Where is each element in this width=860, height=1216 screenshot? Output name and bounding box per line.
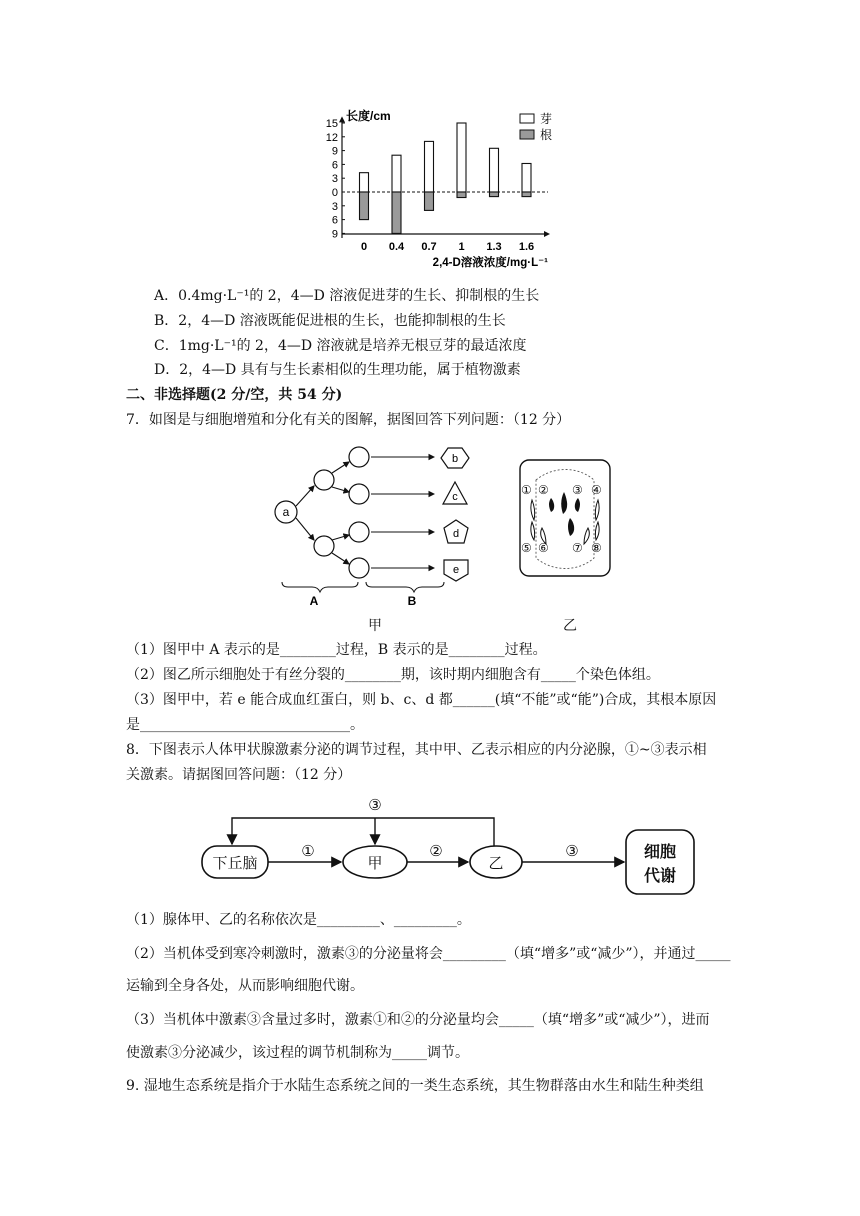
x-tick-label: 0 bbox=[360, 241, 368, 253]
chromosome-1-label: ① bbox=[521, 483, 532, 497]
cell-a-label: a bbox=[282, 505, 290, 519]
y-tick-label: 3 bbox=[331, 173, 338, 186]
cell-b-label: b bbox=[451, 453, 459, 465]
y-tick-label: 9 bbox=[331, 228, 338, 241]
bar-root bbox=[490, 192, 499, 197]
q7-sub2: （2）图乙所示细胞处于有丝分裂的________期，该时期内细胞含有_____个染色体组。 bbox=[126, 667, 660, 683]
bar-root bbox=[457, 192, 466, 198]
legend-label: 根 bbox=[540, 128, 553, 142]
q7-stem: 7．如图是与细胞增殖和分化有关的图解，据图回答下列问题：（12 分） bbox=[126, 412, 571, 428]
x-tick-label: 0.4 bbox=[388, 241, 405, 253]
figure-label-yi: 乙 bbox=[563, 618, 577, 634]
hormone-regulation-diagram bbox=[196, 790, 716, 906]
hormone-3-feedback-label: ③ bbox=[368, 797, 382, 814]
y-tick-label: 15 bbox=[325, 118, 338, 130]
cell-l3-3 bbox=[349, 522, 369, 542]
y-tick-label: 12 bbox=[325, 131, 338, 144]
hormone-2-label: ② bbox=[429, 843, 443, 860]
y-axis-arrow bbox=[339, 116, 345, 122]
y-axis-title: 长度/cm bbox=[346, 109, 391, 123]
cell-d-label: d bbox=[452, 528, 460, 540]
y-tick-label: 9 bbox=[331, 145, 338, 158]
bar-bud bbox=[457, 123, 466, 192]
option-c: C．1mg·L⁻¹的 2，4—D 溶液就是培养无根豆芽的最适浓度 bbox=[154, 338, 527, 354]
stage-A-label: A bbox=[309, 594, 319, 608]
stage-B-label: B bbox=[407, 594, 417, 608]
chromosome-4-label: ④ bbox=[591, 483, 602, 497]
q8-stem-a: 8．下图表示人体甲状腺激素分泌的调节过程，其中甲、乙表示相应的内分泌腺，①~③表示相 bbox=[126, 742, 707, 758]
y-tick-label: 3 bbox=[331, 200, 338, 213]
option-a: A．0.4mg·L⁻¹的 2，4—D 溶液促进芽的生长、抑制根的生长 bbox=[154, 288, 540, 304]
x-tick-label: 1.3 bbox=[486, 241, 502, 253]
figure-label-jia: 甲 bbox=[368, 618, 382, 634]
cell-l3-2 bbox=[349, 484, 369, 504]
chromosome-2-label: ② bbox=[538, 483, 549, 497]
differentiation-diagram bbox=[268, 440, 488, 610]
node-hypothalamus-label: 下丘脑 bbox=[212, 855, 258, 872]
legend-swatch bbox=[520, 114, 534, 123]
legend-label: 芽 bbox=[540, 112, 553, 126]
node-jia-label: 甲 bbox=[367, 855, 383, 872]
q8-stem-b: 关激素。请据图回答问题：（12 分） bbox=[126, 767, 352, 783]
mitosis-cell-diagram bbox=[518, 458, 618, 580]
bar-root bbox=[360, 192, 369, 220]
option-d: D．2，4—D 具有与生长素相似的生理功能，属于植物激素 bbox=[154, 362, 521, 378]
y-tick-label: 0 bbox=[331, 187, 338, 199]
bar-root bbox=[392, 192, 401, 233]
chromosome-6-label: ⑥ bbox=[538, 541, 549, 555]
node-cell-label: 细胞 bbox=[643, 844, 677, 861]
cell-e-label: e bbox=[452, 564, 460, 576]
option-b: B．2，4—D 溶液既能促进根的生长，也能抑制根的生长 bbox=[154, 313, 506, 329]
x-axis-title: 2,4-D溶液浓度/mg·L⁻¹ bbox=[432, 257, 548, 269]
hormone-3-label: ③ bbox=[565, 843, 579, 860]
cell-l3-4 bbox=[349, 558, 369, 578]
y-tick-label: 6 bbox=[331, 214, 338, 227]
cell-l2-top bbox=[314, 470, 334, 490]
q7-sub3b: 是______________________________。 bbox=[126, 717, 364, 733]
bar-bud bbox=[490, 148, 499, 192]
bar-bud bbox=[392, 155, 401, 192]
q8-sub2b: 运输到全身各处，从而影响细胞代谢。 bbox=[126, 978, 364, 994]
q7-sub3a: （3）图甲中，若 e 能合成血红蛋白，则 b、c、d 都______(填“不能”或“能”)合成，其根本原因 bbox=[126, 692, 717, 708]
cell-l2-bottom bbox=[314, 536, 334, 556]
node-metabolism-label: 代谢 bbox=[643, 868, 677, 885]
x-axis-arrow bbox=[544, 231, 550, 237]
bar-chart bbox=[312, 108, 572, 278]
x-tick-label: 0.7 bbox=[421, 241, 437, 253]
bar-root bbox=[425, 192, 434, 210]
cell-c-label: c bbox=[452, 491, 458, 503]
bar-root bbox=[522, 192, 531, 197]
chromosome-7-label: ⑦ bbox=[572, 541, 583, 555]
bar-bud bbox=[360, 173, 369, 192]
q8-sub3a: （3）当机体中激素③含量过多时，激素①和②的分泌量均会_____（填“增多”或“减少”），进而 bbox=[126, 1012, 710, 1028]
chromosome-5-label: ⑤ bbox=[521, 541, 532, 555]
bar-bud bbox=[522, 163, 531, 192]
section-heading: 二、非选择题(2 分/空，共 54 分) bbox=[126, 387, 343, 403]
node-yi-label: 乙 bbox=[488, 855, 504, 872]
bar-bud bbox=[425, 141, 434, 192]
q8-sub2a: （2）当机体受到寒冷刺激时，激素③的分泌量将会_________（填“增多”或“减少”），并通过_____ bbox=[126, 946, 731, 962]
q8-sub3b: 使激素③分泌减少，该过程的调节机制称为_____调节。 bbox=[126, 1045, 469, 1061]
q9-stem: 9. 湿地生态系统是指介于水陆生态系统之间的一类生态系统，其生物群落由水生和陆生种类组 bbox=[126, 1078, 704, 1094]
x-tick-label: 1.6 bbox=[518, 241, 535, 253]
hormone-1-label: ① bbox=[301, 843, 315, 860]
q7-sub1: （1）图甲中 A 表示的是________过程，B 表示的是________过程。 bbox=[126, 642, 547, 658]
chromosome-3-label: ③ bbox=[572, 483, 583, 497]
y-tick-label: 6 bbox=[331, 159, 338, 172]
q8-sub1: （1）腺体甲、乙的名称依次是_________、_________。 bbox=[126, 912, 471, 928]
x-tick-label: 1 bbox=[458, 241, 465, 253]
chromosome-8-label: ⑧ bbox=[591, 541, 602, 555]
legend-swatch bbox=[520, 130, 534, 139]
cell-l3-1 bbox=[349, 447, 369, 467]
